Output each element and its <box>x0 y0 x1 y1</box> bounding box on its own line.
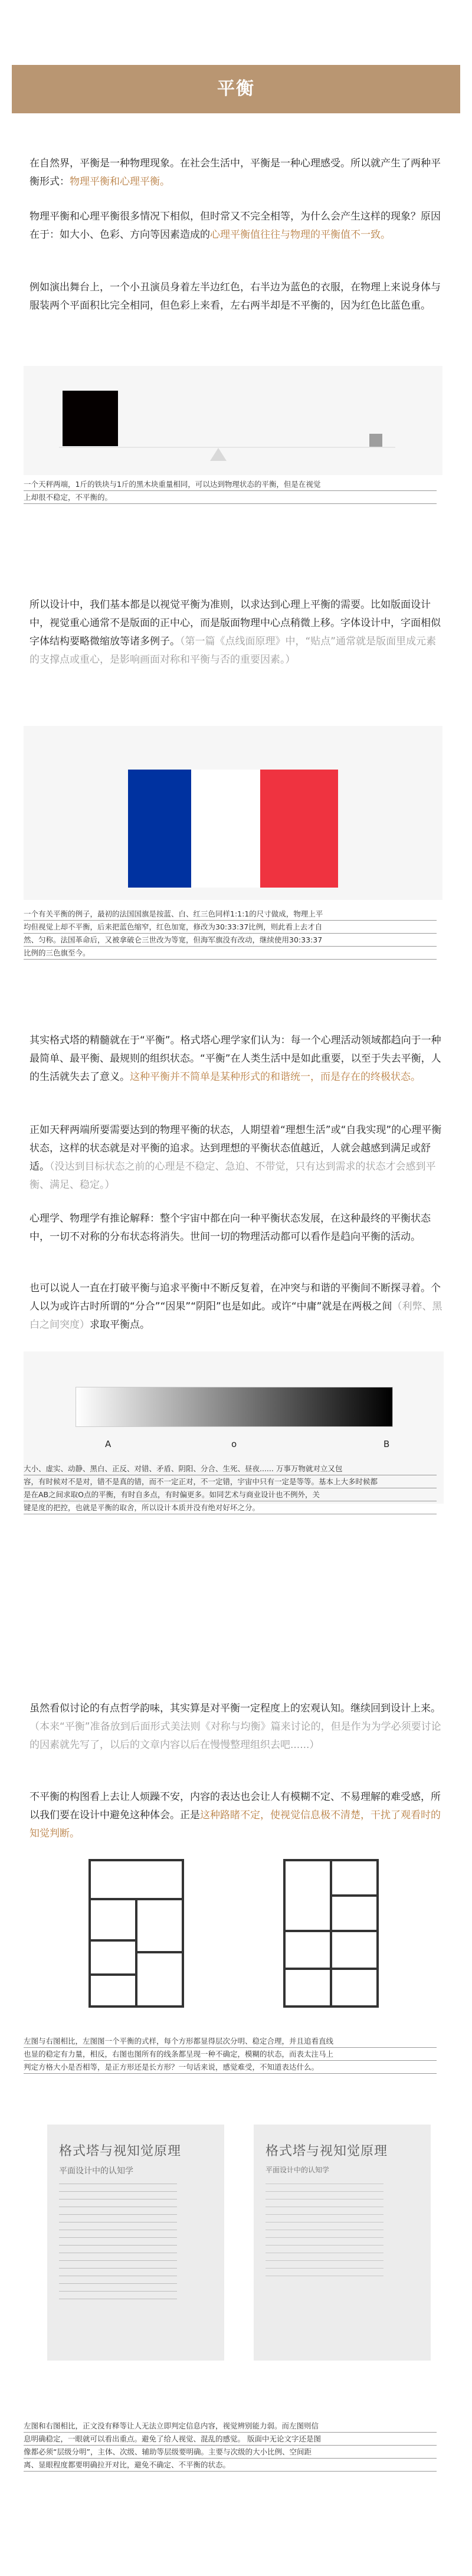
book-right-subtitle: 平面设计中的认知学 <box>266 2166 330 2174</box>
gradient-label-a: A <box>105 1439 112 1449</box>
paragraph-middle-way <box>30 1279 442 1334</box>
book-left-title: 格式塔与视知觉原理 <box>59 2144 182 2159</box>
paragraph-intro-highlight: 物理平衡和心理平衡。 <box>70 176 170 188</box>
flag-red-stripe <box>260 770 338 888</box>
caption-gradient-line-3: 是在AB之间求取O点的平衡，有时自多点，有时偏更多。如同艺术与商业设计也不例外，关 <box>24 1488 437 1501</box>
book-right-title: 格式塔与视知觉原理 <box>266 2144 388 2159</box>
book-right-body-placeholder <box>266 2184 384 2278</box>
paragraph-middle-way-text: 也可以说人一直在打破平衡与追求平衡中不断反复着，在冲突与和谐的平衡间不断探寻着。个人以为或许古时所谓的“分合”“因果”“阴阳”也是如此。或许“中庸”就是在两极之间 <box>30 1282 441 1312</box>
caption-flag-line-2: 均但视觉上却不平衡，后来把蓝色缩窄，红色加宽，修改为30:33:37比例，则此看上去才自 <box>24 921 437 934</box>
caption-books-line-2: 息明确稳定，一眼就可以看出重点。避免了给人视觉、混乱的感觉。 版面中无论文字还是图 <box>24 2433 437 2446</box>
paragraph-back-to-design <box>30 1700 442 1755</box>
caption-flag-line-3: 然、匀称。法国革命后，又被拿破仑三世改为等宽，但海军旗没有改动，继续使用30:33:37 <box>24 934 437 947</box>
paragraph-universe: 心理学、物理学有推论解释：整个宇宙中都在向一种平衡状态发展，在这种最终的平衡状态中，一切不对称的分布状态将消失。世间一切的物理活动都可以看作是趋向平衡的活动。 <box>30 1213 431 1243</box>
paragraph-middle-way-end: 求取平衡点。 <box>90 1319 150 1331</box>
caption-grids-line-2: 也显的稳定有力量，相反，右图也图所有的线条都呈现一种不确定，模糊的状态，而表太注马上 <box>24 2048 437 2061</box>
balance-fulcrum <box>210 448 227 461</box>
unbalanced-grid-figure <box>283 1859 379 2008</box>
caption-books-line-1: 左图和右图相比，正文没有释等让人无法立即判定信息内容，视觉辨别能力弱。而左图则信 <box>24 2420 437 2433</box>
paragraph-unbalanced <box>30 1788 442 1843</box>
caption-books-line-4: 离、显眼程度都要明确拉开对比，避免不确定、不平衡的状态。 <box>24 2459 437 2472</box>
paragraph-visual-balance <box>30 596 442 669</box>
paragraph-intro <box>30 155 442 191</box>
paragraph-physical-psych-highlight: 心理平衡值往往与物理的平衡值不一致。 <box>210 229 391 241</box>
paragraph-intro-text: 在自然界，平衡是一种物理现象。在社会生活中，平衡是一种心理感受。所以就产生了两种平衡形式： <box>30 158 441 188</box>
gradient-label-o: o <box>231 1439 237 1449</box>
book-left-subtitle: 平面设计中的认知学 <box>59 2166 133 2176</box>
caption-grids <box>24 2035 437 2074</box>
paragraph-gestalt-text: 其实格式塔的精髓就在于“平衡”。格式塔心理学家们认为：每一个心理活动领域都趋向于一种最简单、最平衡、最规则的组织状态。“平衡”在人类生活中是如此重要，以至于失去平衡，人的生活就失去了意义。 <box>30 1035 441 1083</box>
paragraph-gestalt-highlight: 这种平衡并不简单是某种形式的和谐统一，而是存在的终极状态。 <box>130 1071 421 1083</box>
caption-gradient-line-2: 容，有时候对不是对，错不是真的错，而不一定正对，不一定错，宇宙中只有一定是等等。基本上大多时候都 <box>24 1475 437 1488</box>
paragraph-unbalanced-highlight: 这种路睹不定，使视觉信息极不清楚，干扰了观看时的知觉判断。 <box>30 1809 441 1839</box>
flag-blue-stripe <box>128 770 191 888</box>
french-flag <box>128 770 338 888</box>
caption-scale <box>24 478 437 504</box>
paragraph-physical-psych-text: 物理平衡和心理平衡很多情况下相似，但时常又不完全相等，为什么会产生这样的现象？原因在于：如大小、色彩、方向等因素造成的 <box>30 211 441 241</box>
caption-books-line-3: 像都必须“层级分明”，主体、次级、辅助等层级要明确。主要与次级的大小比例、空间距 <box>24 2446 437 2459</box>
paragraph-visual-balance-note: （第一篇《点线面原理》中，“贴点”通常就是版面里成元素的支撑点或重心，是影响画面对称和平衡与否的重要因素。） <box>30 636 437 666</box>
caption-scale-line-1: 一个天秤两端，1斤的铁块与1斤的黑木块重量相同，可以达到物理状态的平衡，但是在视觉 <box>24 478 437 491</box>
scale-illustration <box>24 366 442 475</box>
caption-gradient-line-4: 键是度的把控，也就是平衡的取舍，所以设计本质并没有绝对好坏之分。 <box>24 1501 437 1514</box>
caption-flag-line-1: 一个有关平衡的例子，最初的法国国旗是按蓝、白、红三色同样1:1:1的尺寸做成，物理上平 <box>24 908 437 921</box>
caption-scale-line-2: 上却很不稳定，不平衡的。 <box>24 491 437 504</box>
paragraph-unbalanced-text: 不平衡的构图看上去让人烦躁不安，内容的表达也会让人有模糊不定、不易理解的难受感，所以我们要在设计中避免这种体会。正是 <box>30 1791 441 1821</box>
gradient-label-b: B <box>384 1439 390 1449</box>
caption-grids-line-1: 左图与右图相比，左图图一个平衡的式样，每个方形都显得层次分明、稳定合理，并且追看直线 <box>24 2035 437 2048</box>
paragraph-middle-way-note: （利弊、黑白之间突度） <box>30 1301 442 1331</box>
paragraph-clown-example: 例如演出舞台上，一个小丑演员身着左半边红色，右半边为蓝色的衣服，在物理上来说身体与服装两个平面积比完全相同，但色彩上来看，左右两半却是不平衡的，因为红色比蓝色重。 <box>30 282 441 312</box>
caption-flag-line-4: 比例的三色旗至今。 <box>24 947 437 960</box>
book-left-body-placeholder <box>59 2184 177 2302</box>
caption-books <box>24 2420 437 2472</box>
book-cover-left <box>47 2125 224 2361</box>
black-wood-block <box>63 391 118 446</box>
balanced-grid-figure <box>88 1859 184 2008</box>
ab-gradient-bar <box>76 1387 393 1427</box>
paragraph-ideal-state <box>30 1121 442 1194</box>
iron-block <box>369 434 382 447</box>
caption-flag <box>24 908 437 960</box>
section-title: 平衡 <box>12 65 460 113</box>
paragraph-visual-balance-text: 所以设计中，我们基本都是以视觉平衡为准则，以求达到心理上平衡的需要。比如版面设计中，视觉重心通常不是版面的正中心，而是版面物理中心点稍微上移。字体设计中，字面相似字体结构要略微缩放等诸多例子。 <box>30 599 441 647</box>
caption-gradient <box>24 1462 437 1514</box>
paragraph-gestalt <box>30 1032 442 1086</box>
paragraph-ideal-state-note: （没达到目标状态之前的心理是不稳定、急迫、不带觉，只有达到需求的状态才会感到平衡、满足、稳定。） <box>30 1161 436 1191</box>
paragraph-back-to-design-text: 虽然看似讨论的有点哲学韵味，其实算是对平衡一定程度上的宏观认知。继续回到设计上来。 <box>30 1703 441 1714</box>
flag-white-stripe <box>191 770 260 888</box>
paragraph-back-to-design-note: （本来“平衡”准备放到后面形式美法则《对称与均衡》篇来讨论的，但是作为为学必须要讨论的因素就先写了，以后的文章内容以后在慢慢整理组织去吧......） <box>30 1721 441 1751</box>
caption-grids-line-3: 判定方格大小是否相等，是正方形还是长方形？一句话来说，感觉难受，不知道表达什么。 <box>24 2061 437 2074</box>
book-cover-right <box>254 2125 431 2361</box>
flag-illustration <box>24 726 442 900</box>
balance-beam <box>59 447 395 448</box>
paragraph-ideal-state-text: 正如天秤两端所要需要达到的物理平衡的状态，人期望着“理想生活”或“自我实现”的心理平衡状态，这样的状态就是对平衡的追求。达到理想的平衡状态值越近，人就会越感到满足或舒适。 <box>30 1124 442 1173</box>
caption-gradient-line-1: 大小、虚实、动静、黑白、正反、对错、矛盾、阴阳、分合、生死、昼夜...... 万事万物就对立又包 <box>24 1462 437 1475</box>
paragraph-physical-psych <box>30 208 442 244</box>
